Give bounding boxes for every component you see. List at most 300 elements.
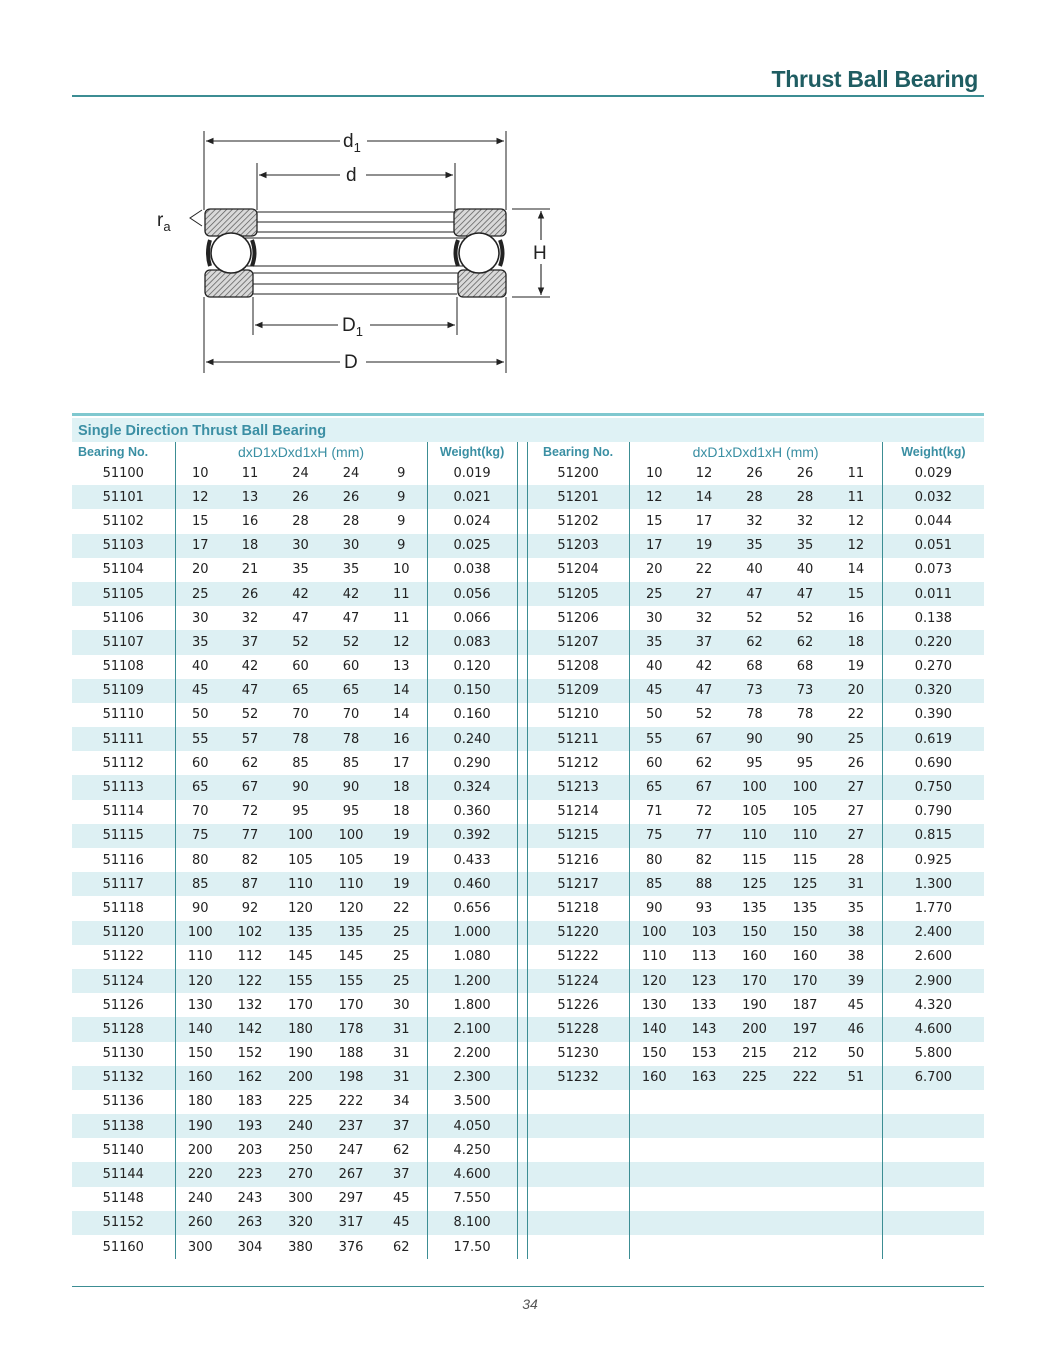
column-gap [517, 1211, 527, 1235]
dimension-cell: 24 [292, 465, 309, 481]
bearing-number-cell: 51217 [527, 872, 629, 896]
dimension-cell: 145 [338, 949, 364, 965]
dimension-cell [629, 1187, 679, 1211]
weight-cell: 17.50 [427, 1235, 517, 1259]
dimension-cell: 52 [326, 630, 376, 654]
bearing-number-cell: 51101 [72, 485, 175, 509]
dimension-cell: 25 [393, 949, 410, 965]
weight-cell: 0.032 [882, 485, 984, 509]
dimension-cell: 60 [342, 659, 360, 675]
dimension-cell: 198 [326, 1066, 376, 1090]
bearing-number-cell: 51109 [72, 679, 175, 703]
dimension-cell [729, 1235, 780, 1259]
dimension-cell: 103 [679, 921, 729, 945]
dimension-cell: 85 [342, 755, 360, 771]
dimension-cell [830, 1211, 882, 1235]
dimension-cell: 188 [338, 1046, 364, 1062]
weight-cell: 0.320 [882, 679, 984, 703]
table-row [72, 558, 984, 582]
dimension-cell [629, 1090, 679, 1114]
dimension-cell: 133 [691, 997, 717, 1013]
dimension-cell: 200 [275, 1066, 326, 1090]
dimension-cell: 18 [393, 804, 410, 820]
dimension-cell: 297 [338, 1191, 364, 1207]
dimension-cell: 132 [237, 997, 263, 1013]
dimension-cell: 178 [326, 1017, 376, 1041]
dimension-cell: 30 [326, 534, 376, 558]
dimension-cell: 18 [830, 630, 882, 654]
dimension-cell: 95 [746, 755, 763, 771]
weight-cell: 0.120 [427, 655, 517, 679]
dimension-cell: 73 [780, 679, 830, 703]
dimension-cell: 75 [629, 824, 679, 848]
dimension-cell [679, 1211, 729, 1235]
col-header-weight: Weight(kg) [427, 442, 517, 461]
page-number: 34 [522, 1296, 538, 1312]
column-gap [517, 558, 527, 582]
column-gap [517, 655, 527, 679]
bearing-number-cell: 51108 [102, 659, 144, 675]
dimension-cell: 187 [792, 997, 818, 1013]
dimension-cell: 110 [780, 824, 830, 848]
weight-cell: 0.056 [427, 582, 517, 606]
dimension-cell: 47 [729, 582, 780, 606]
dimension-cell: 11 [830, 485, 882, 509]
column-gap [517, 872, 527, 896]
column-gap [517, 1066, 527, 1090]
column-gap [517, 896, 527, 920]
bearing-number-cell: 51203 [527, 534, 629, 558]
column-gap [517, 582, 527, 606]
column-gap [517, 442, 527, 461]
dimension-cell: 115 [742, 852, 767, 868]
dimension-cell: 95 [292, 804, 309, 820]
dimension-cell: 125 [729, 872, 780, 896]
label-H: H [533, 243, 547, 264]
weight-cell: 0.160 [427, 703, 517, 727]
dimension-cell: 42 [275, 582, 326, 606]
dimension-cell: 21 [241, 562, 259, 578]
dimension-cell [780, 1235, 830, 1259]
dimension-cell: 26 [225, 582, 275, 606]
dimension-cell: 82 [695, 852, 713, 868]
dimension-cell [830, 1138, 882, 1162]
bearing-number-cell: 51128 [72, 1017, 175, 1041]
weight-cell: 0.360 [427, 800, 517, 824]
dimension-cell: 215 [742, 1046, 767, 1062]
dimension-cell: 17 [695, 513, 713, 529]
dimension-cell: 100 [275, 824, 326, 848]
bearing-number-cell: 51210 [527, 703, 629, 727]
dimension-cell: 12 [695, 465, 713, 481]
dimension-cell: 14 [376, 679, 427, 703]
table-row [72, 1114, 984, 1138]
weight-cell [882, 1090, 984, 1114]
weight-cell: 1.800 [427, 993, 517, 1017]
dimension-cell: 26 [847, 755, 865, 771]
dimension-cell: 16 [376, 727, 427, 751]
dimension-cell: 120 [288, 900, 313, 916]
dimension-cell: 20 [830, 679, 882, 703]
weight-cell: 0.025 [427, 534, 517, 558]
dimension-cell [679, 1187, 729, 1211]
table-row [72, 461, 984, 485]
dimension-cell: 32 [746, 513, 763, 529]
dimension-cell [629, 1114, 679, 1138]
dimension-cell: 60 [292, 659, 309, 675]
dimension-cell: 145 [288, 949, 313, 965]
dimension-cell: 152 [237, 1046, 263, 1062]
dimension-cell: 110 [729, 824, 780, 848]
dimension-cell: 35 [175, 630, 225, 654]
column-gap [517, 509, 527, 533]
table-row [72, 703, 984, 727]
dimension-cell: 55 [175, 727, 225, 751]
dimension-cell: 203 [237, 1142, 263, 1158]
bearing-number-cell: 51208 [527, 655, 629, 679]
dimension-cell: 62 [393, 1142, 410, 1158]
column-gap [517, 679, 527, 703]
dimension-cell: 62 [241, 755, 259, 771]
dimension-cell: 317 [326, 1211, 376, 1235]
weight-cell: 4.050 [427, 1114, 517, 1138]
dimension-cell: 9 [397, 465, 406, 481]
table-row [72, 1017, 984, 1041]
dimension-cell [679, 1114, 729, 1138]
dimension-cell: 73 [729, 679, 780, 703]
weight-cell: 2.100 [427, 1017, 517, 1041]
column-gap [517, 824, 527, 848]
dimension-cell: 11 [393, 610, 410, 626]
bearing-number-cell: 51140 [102, 1142, 144, 1158]
bearing-number-cell: 51100 [102, 465, 144, 481]
bearing-number-cell: 51204 [527, 558, 629, 582]
dimension-cell [679, 1162, 729, 1186]
dimension-cell: 110 [275, 872, 326, 896]
dimension-cell: 42 [326, 582, 376, 606]
dimension-cell: 40 [629, 655, 679, 679]
dimension-cell: 150 [780, 921, 830, 945]
dimension-cell: 45 [376, 1211, 427, 1235]
dimension-cell: 35 [847, 900, 865, 916]
dimension-cell [729, 1138, 780, 1162]
dimension-cell: 26 [275, 485, 326, 509]
dimension-cell: 40 [175, 655, 225, 679]
dimension-cell: 32 [695, 610, 713, 626]
dimension-cell: 180 [275, 1017, 326, 1041]
dimension-cell: 78 [326, 727, 376, 751]
weight-cell: 2.300 [427, 1066, 517, 1090]
table-row [72, 485, 984, 509]
label-D1: $D_1$ [342, 315, 363, 339]
dimension-cell: 12 [847, 513, 865, 529]
dimension-cell: 120 [175, 969, 225, 993]
dimension-cell: 200 [729, 1017, 780, 1041]
dimension-cell: 300 [288, 1191, 313, 1207]
column-gap [517, 461, 527, 485]
column-gap [517, 1138, 527, 1162]
table-row [72, 509, 984, 533]
dimension-cell: 88 [679, 872, 729, 896]
dimension-cell: 25 [376, 921, 427, 945]
dimension-cell: 30 [275, 534, 326, 558]
weight-cell: 1.080 [427, 945, 517, 969]
dimension-cell: 105 [338, 852, 364, 868]
bearing-number-cell: 51103 [72, 534, 175, 558]
dimension-cell: 17 [629, 534, 679, 558]
dimension-cell: 250 [288, 1142, 313, 1158]
dimension-cell: 35 [780, 534, 830, 558]
bearing-number-cell: 51120 [72, 921, 175, 945]
weight-cell: 0.925 [882, 848, 984, 872]
dimension-cell: 18 [376, 775, 427, 799]
dimension-cell: 26 [796, 465, 814, 481]
weight-cell [882, 1114, 984, 1138]
weight-cell: 0.433 [427, 848, 517, 872]
dimension-cell: 13 [225, 485, 275, 509]
weight-cell: 0.019 [427, 461, 517, 485]
dimension-cell: 11 [241, 465, 259, 481]
dimension-cell: 22 [847, 707, 865, 723]
column-gap [517, 727, 527, 751]
bearing-number-cell: 51124 [72, 969, 175, 993]
dimension-cell: 100 [780, 775, 830, 799]
weight-cell: 0.044 [882, 509, 984, 533]
dimension-cell: 270 [275, 1162, 326, 1186]
weight-cell: 0.390 [882, 703, 984, 727]
dimension-cell: 30 [393, 997, 410, 1013]
bearing-table [72, 442, 984, 1259]
dimension-cell: 90 [780, 727, 830, 751]
dimension-cell [780, 1162, 830, 1186]
dimension-cell: 10 [629, 461, 679, 485]
dimension-cell: 263 [225, 1211, 275, 1235]
bearing-number-cell: 51112 [102, 755, 144, 771]
bearing-number-cell: 51152 [72, 1211, 175, 1235]
dimension-cell: 68 [746, 659, 763, 675]
bearing-number-cell: 51215 [527, 824, 629, 848]
dimension-cell: 65 [275, 679, 326, 703]
dimension-cell [830, 1090, 882, 1114]
dimension-cell: 125 [780, 872, 830, 896]
weight-cell: 0.656 [427, 896, 517, 920]
dimension-cell: 75 [175, 824, 225, 848]
dimension-cell: 267 [326, 1162, 376, 1186]
table-row [72, 775, 984, 799]
table-row [72, 751, 984, 775]
title-rule [72, 95, 984, 97]
dimension-cell: 130 [629, 993, 679, 1017]
weight-cell: 2.600 [882, 945, 984, 969]
dimension-cell: 105 [742, 804, 767, 820]
dimension-cell: 80 [629, 848, 679, 872]
dimension-cell: 70 [175, 800, 225, 824]
dimension-cell: 100 [175, 921, 225, 945]
column-gap [517, 703, 527, 727]
bearing-number-cell: 51205 [527, 582, 629, 606]
dimension-cell: 320 [275, 1211, 326, 1235]
dimension-cell: 122 [225, 969, 275, 993]
dimension-cell: 67 [679, 727, 729, 751]
dimension-cell: 25 [175, 582, 225, 606]
dimension-cell: 190 [175, 1114, 225, 1138]
dimension-cell: 92 [241, 900, 259, 916]
dimension-cell: 19 [376, 872, 427, 896]
weight-cell: 1.200 [427, 969, 517, 993]
bearing-number-cell: 51206 [527, 606, 629, 630]
dimension-cell: 180 [175, 1090, 225, 1114]
weight-cell: 3.500 [427, 1090, 517, 1114]
bearing-number-cell: 51211 [527, 727, 629, 751]
table-row [72, 1235, 984, 1259]
bearing-number-cell: 51117 [72, 872, 175, 896]
dimension-cell: 47 [780, 582, 830, 606]
dimension-cell: 30 [629, 606, 679, 630]
dimension-cell: 300 [175, 1235, 225, 1259]
dimension-cell: 25 [629, 582, 679, 606]
bearing-number-cell: 51104 [102, 562, 144, 578]
dimension-cell: 55 [629, 727, 679, 751]
weight-cell: 4.600 [882, 1017, 984, 1041]
dimension-cell: 38 [830, 921, 882, 945]
dimension-cell: 15 [629, 509, 679, 533]
dimension-cell: 155 [326, 969, 376, 993]
bearing-number-cell [527, 1235, 629, 1259]
bearing-number-cell: 51106 [102, 610, 144, 626]
dimension-cell: 20 [175, 558, 225, 582]
weight-cell: 7.550 [427, 1187, 517, 1211]
dimension-cell: 376 [338, 1239, 364, 1255]
dimension-cell: 102 [225, 921, 275, 945]
dimension-cell: 162 [225, 1066, 275, 1090]
dimension-cell: 37 [376, 1114, 427, 1138]
bearing-number-cell: 51160 [102, 1239, 144, 1255]
dimension-cell: 67 [225, 775, 275, 799]
dimension-cell: 90 [175, 896, 225, 920]
column-gap [517, 800, 527, 824]
dimension-cell: 28 [847, 852, 865, 868]
table-top-rule [72, 413, 984, 416]
table-row [72, 896, 984, 920]
dimension-cell: 37 [376, 1162, 427, 1186]
dimension-cell: 142 [225, 1017, 275, 1041]
dimension-cell: 9 [397, 513, 406, 529]
dimension-cell: 27 [679, 582, 729, 606]
dimension-cell: 35 [292, 562, 309, 578]
bearing-number-cell: 51110 [102, 707, 144, 723]
weight-cell: 0.011 [882, 582, 984, 606]
weight-cell: 0.029 [882, 461, 984, 485]
dimension-cell: 193 [225, 1114, 275, 1138]
weight-cell [882, 1187, 984, 1211]
dimension-cell: 50 [629, 703, 679, 727]
dimension-cell: 183 [237, 1094, 263, 1110]
dimension-cell: 90 [275, 775, 326, 799]
dimension-cell: 60 [629, 751, 679, 775]
dimension-cell: 22 [695, 562, 713, 578]
dimension-cell: 25 [830, 727, 882, 751]
dimension-cell: 153 [691, 1046, 717, 1062]
weight-cell: 0.290 [427, 751, 517, 775]
dimension-cell: 160 [629, 1066, 679, 1090]
dimension-cell: 110 [175, 945, 225, 969]
dimension-cell: 45 [393, 1191, 410, 1207]
dimension-cell: 14 [847, 562, 865, 578]
dimension-cell: 225 [288, 1094, 313, 1110]
weight-cell: 4.600 [427, 1162, 517, 1186]
dimension-cell: 90 [729, 727, 780, 751]
dimension-cell: 14 [393, 707, 410, 723]
column-gap [517, 1162, 527, 1186]
dimension-cell: 27 [830, 775, 882, 799]
weight-cell: 0.690 [882, 751, 984, 775]
dimension-cell: 100 [326, 824, 376, 848]
dimension-cell: 105 [792, 804, 818, 820]
bearing-table-section [72, 418, 984, 1259]
column-gap [517, 1187, 527, 1211]
dimension-cell: 240 [175, 1187, 225, 1211]
weight-cell: 0.021 [427, 485, 517, 509]
dimension-cell [830, 1187, 882, 1211]
bearing-number-cell: 51111 [72, 727, 175, 751]
dimension-cell: 47 [342, 610, 360, 626]
dimension-cell: 304 [237, 1239, 263, 1255]
table-row [72, 582, 984, 606]
dimension-cell: 10 [393, 562, 410, 578]
weight-cell: 0.750 [882, 775, 984, 799]
weight-cell: 0.024 [427, 509, 517, 533]
table-row [72, 679, 984, 703]
column-gap [517, 485, 527, 509]
weight-cell: 2.200 [427, 1042, 517, 1066]
dimension-cell: 135 [792, 900, 818, 916]
dimension-cell: 19 [376, 824, 427, 848]
dimension-cell: 170 [338, 997, 364, 1013]
table-row [72, 969, 984, 993]
table-row [72, 872, 984, 896]
dimension-cell: 135 [742, 900, 767, 916]
dimension-cell: 31 [393, 1046, 410, 1062]
dimension-cell: 170 [288, 997, 313, 1013]
dimension-cell: 57 [225, 727, 275, 751]
dimension-cell: 35 [629, 630, 679, 654]
weight-cell: 4.250 [427, 1138, 517, 1162]
dimension-cell: 100 [629, 921, 679, 945]
dimension-cell [729, 1211, 780, 1235]
dimension-cell: 170 [780, 969, 830, 993]
weight-cell [882, 1162, 984, 1186]
dimension-cell: 85 [629, 872, 679, 896]
dimension-cell: 155 [275, 969, 326, 993]
dimension-cell: 110 [629, 945, 679, 969]
dimension-cell: 123 [679, 969, 729, 993]
dimension-cell: 15 [830, 582, 882, 606]
bearing-number-cell: 51226 [527, 993, 629, 1017]
dimension-cell: 80 [175, 848, 225, 872]
dimension-cell: 160 [792, 949, 818, 965]
table-row [72, 606, 984, 630]
dimension-cell: 163 [679, 1066, 729, 1090]
column-gap [517, 1235, 527, 1259]
dimension-cell: 62 [729, 630, 780, 654]
dimension-cell: 11 [847, 465, 865, 481]
bearing-number-cell: 51136 [102, 1094, 144, 1110]
dimension-cell [629, 1138, 679, 1162]
dimension-cell: 20 [629, 558, 679, 582]
column-gap [517, 1042, 527, 1066]
dimension-cell: 28 [729, 485, 780, 509]
table-row [72, 1138, 984, 1162]
